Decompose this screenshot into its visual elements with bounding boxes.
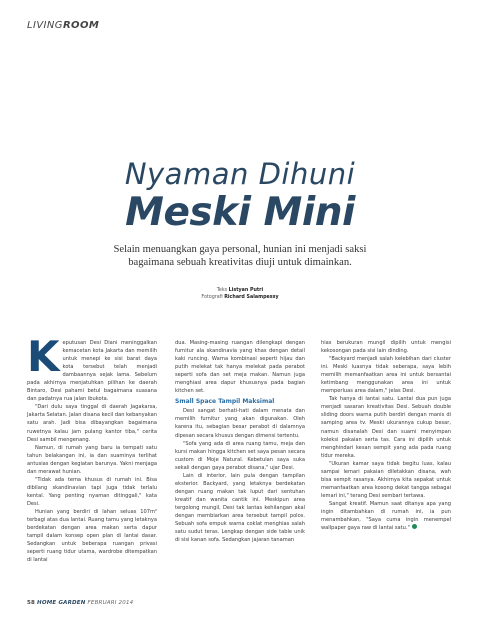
paragraph: dua. Masing-masing ruangan dilengkapi dengan furnitur ala skandinavia yang khas dengan detail kaki runcing. Warna kombinasi seperti hijau dan putih melekat tak hanya melekat pada perabot seperti sofa dan set meja makan. Namun juga menghiasi area dapur khususnya pada bagian kitchen set. <box>175 340 305 395</box>
page-footer <box>27 600 133 606</box>
paragraph: "Ukuran kamar saya tidak begitu luas, kalau sampai lemari pakaian diletakkan disana, wah bisa sempit rasanya. Akhirnya kita sepakat untuk memanfaatkan area kosong dekat tangga sebagai lemari ini," terang Desi sembari tertawa. <box>321 460 451 499</box>
paragraph: "Dari dulu saya tinggal di daerah Jagakarsa, Jakarta Selatan. Jalan disana kecil dan kebanyakan satu arah. Jadi bisa dibayangkan bagaimana ruwetnya kalau jam pulang kantor tiba," cerita Desi sambil mengenang. <box>27 404 157 443</box>
article-column-2 <box>175 339 305 544</box>
photo-credit <box>110 294 370 301</box>
paragraph: Lain di interior, lain pula dengan tampilan eksterior. Backyard, yang letaknya berdekatan dengan ruang makan tak luput dari sentuhan kreatif dan wanita cantik ini. Meskipun area tergolong mungil, Desi tak lantas kehilangan akal dengan membiarkan area tersebut tampil polos. Sebuah sofa empuk warna coklat menghias salah satu sudut teras. Lengkap dengan side table unik di sisi kanan sofa. Sedangkan jajaran tanaman <box>175 472 305 544</box>
paragraph: "Tidak ada tema khusus di rumah ini. Bisa dibilang skandinavian tapi juga tidak terlalu kental. Yang penting nyaman ditinggali," kata Desi. <box>27 476 157 507</box>
end-mark-icon <box>412 524 417 529</box>
article-column-1 <box>27 332 157 564</box>
photo-credit-label: Fotografi <box>201 295 223 300</box>
drop-cap: K <box>27 332 60 381</box>
paragraph: "Sofa yang ada di area ruang tamu, meja dan kursi makan hingga kitchen set saya pesan secara custom di Moje Natural. Kebetulan saya suka sekali dengan gaya perabot disana," ujar Desi. <box>175 440 305 471</box>
paragraph: "Backyard menjadi salah kelebihan dari cluster ini. Meski luasnya tidak seberapa, saya lebih memilih memanfaatkan area ini untuk bersantai ketimbang menggunakan area ini untuk memperluas area dalam," jelas Desi. <box>321 356 451 395</box>
text-credit <box>110 287 370 294</box>
paragraph <box>321 500 451 532</box>
section-header <box>27 20 99 31</box>
section-label-light: LIVING <box>27 20 63 31</box>
article-lede: Selain menuangkan gaya personal, hunian ini menjadi saksi bagaimana sebuah kreativitas diuji untuk dimainkan. <box>113 244 367 268</box>
issue-date: FEBRUARI 2014 <box>87 600 134 606</box>
article-credits <box>110 287 370 301</box>
photo-credit-name: Richard Salampessy <box>224 295 279 300</box>
magazine-name: HOME GARDEN <box>37 600 86 606</box>
paragraph: Tak hanya di lantai satu. Lantai dua pun juga menjadi sasaran kreativitas Desi. Sebuah double sliding doors warna putih berdiri dengan manis di samping area tv. Meski ukurannya cukup besar, namun disanalah Desi dan suami menyimpan koleksi pakaian serta tas. Cara ini dipilih untuk menghindari kesan sempit yang ada pada ruang tidur mereka. <box>321 396 451 459</box>
article-title-line1: Nyaman Dihuni <box>124 157 356 191</box>
paragraph: hias berukuran mungil dipilih untuk mengisi kekosongan pada sisi lain dinding. <box>321 340 451 355</box>
section-label-bold: ROOM <box>62 20 100 31</box>
paragraph: Desi sangat berhati-hati dalam menata dan memilih furnitur yang akan digunakan. Oleh karena itu, sebagian besar perabot di dalamnya dipesan secara khusus dengan dimensi tertentu. <box>175 408 305 439</box>
text-credit-name: Listyan Putri <box>228 288 264 293</box>
paragraph-text: Sangat kreatif. Mamun saat ditanya apa yang ingin ditambahkan di rumah ini, ia pun menambahkan, "Saya cuma ingin menempel wallpaper gaya raw di lantai satu." <box>321 500 451 532</box>
paragraph: eputusan Desi Diani meninggalkan kemacetan kota Jakarta dan memilih untuk menepi ke sisi barat daya kota tersebut telah menjadi dambaannya sejak lama. Sebelum pada akhirnya menjatuhkan pilihan ke daerah Bintaro, Desi pahami betul bagaimana suasana dan padatnya rua jalan ibukota. <box>27 340 157 403</box>
page-number: 58 <box>27 600 36 606</box>
paragraph: Hunian yang berdiri di lahan seluas 107m² terbagi atas dua lantai. Ruang tamu yang letaknya berdekatan dengan area makan serta dapur tampil dalam konsep open plan di lantai dasar. Sedangkan untuk beberapa ruangan privasi seperti ruang tidur utama, wardrobe ditempatkan di lantai <box>27 508 157 564</box>
article-title-line2: Meski Mini <box>125 190 355 235</box>
paragraph: Namun, di rumah yang baru ia tempati satu tahun belakangan ini, ia dan suaminya terlihat antusias dengan kegiatan barunya. Yakni menjaga dan merawat hunian. <box>27 444 157 475</box>
article-column-3 <box>321 339 451 532</box>
text-credit-label: Teks <box>216 288 228 293</box>
section-subhead: Small Space Tampil Maksimal <box>175 398 275 406</box>
